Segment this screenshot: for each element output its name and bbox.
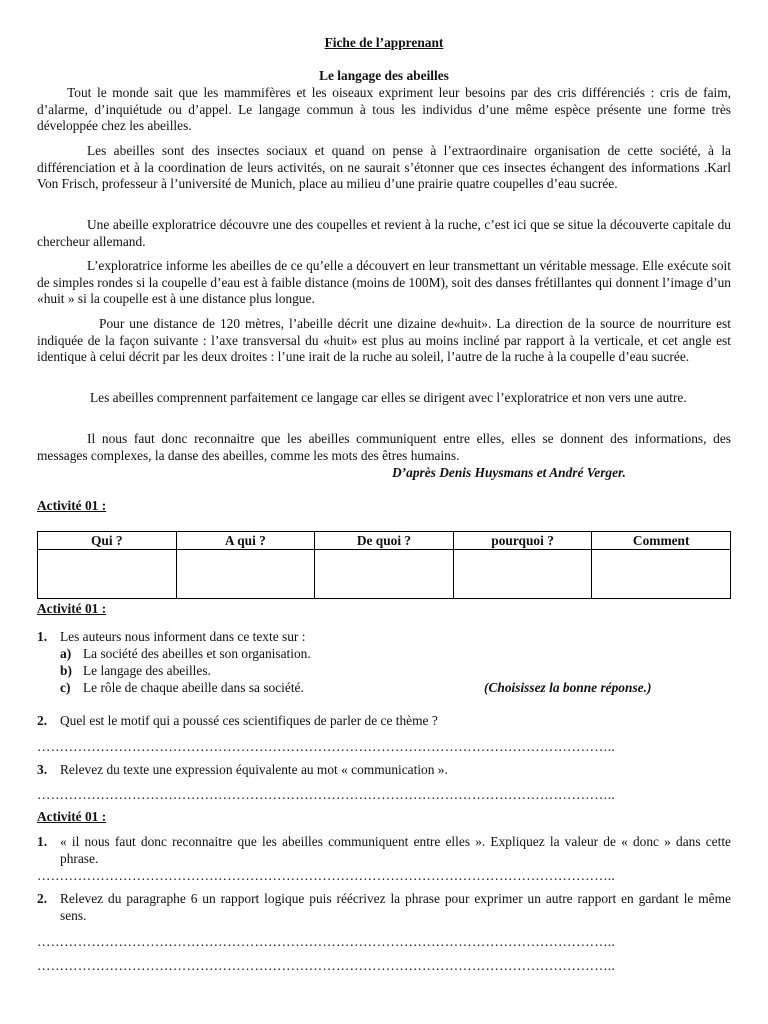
text-title: Le langage des abeilles [319, 68, 449, 83]
answer-line[interactable]: ……………………………………………………………………………………………………………….. [37, 787, 615, 802]
activity-3-heading: Activité 01 : [37, 809, 107, 824]
question-text: Quel est le motif qui a poussé ces scientifiques de parler de ce thème ? [60, 713, 438, 728]
answer-cell-a-qui[interactable] [176, 550, 315, 599]
page-title: Fiche de l’apprenant [324, 35, 444, 50]
question-number: 2. [37, 891, 48, 906]
choice-instruction: (Choisissez la bonne réponse.) [484, 680, 652, 695]
question-3-2 [37, 891, 731, 925]
question-number: 2. [37, 713, 48, 728]
option-c[interactable] [60, 680, 304, 697]
answer-cell-de-quoi[interactable] [315, 550, 454, 599]
question-2-1 [37, 629, 731, 699]
attribution: D’après Denis Huysmans et André Verger. [392, 465, 626, 480]
column-a-qui: A qui ? [176, 532, 315, 550]
question-text: « il nous faut donc reconnaitre que les abeilles communiquent entre elles ». Expliquez la valeur de « donc » dans cette phrase. [60, 834, 731, 866]
column-qui: Qui ? [38, 532, 177, 550]
answer-cell-pourquoi[interactable] [453, 550, 592, 599]
question-2-2 [37, 713, 731, 730]
table-header-row [38, 532, 731, 550]
answer-line[interactable]: ……………………………………………………………………………………………………………….. [37, 958, 615, 973]
answer-line[interactable]: ……………………………………………………………………………………………………………….. [37, 868, 615, 883]
option-b[interactable] [60, 663, 211, 680]
question-2-3 [37, 762, 731, 779]
question-text: Relevez du texte une expression équivalente au mot « communication ». [60, 762, 448, 777]
option-text: La société des abeilles et son organisation. [83, 646, 311, 661]
question-number: 1. [37, 834, 48, 849]
option-letter: c) [60, 680, 71, 695]
paragraph-3: Une abeille exploratrice découvre une des coupelles et revient à la ruche, c’est ici que se situe la découverte capitale du chercheur allemand. [37, 217, 731, 249]
answer-line[interactable]: ……………………………………………………………………………………………………………….. [37, 934, 615, 949]
option-a[interactable] [60, 646, 311, 663]
question-text: Relevez du paragraphe 6 un rapport logique puis réécrivez la phrase pour exprimer un autre rapport en gardant le même sens. [60, 891, 731, 923]
paragraph-2: Les abeilles sont des insectes sociaux et quand on pense à l’extraordinaire organisation de cette société, à la différenciation et à la coordination de leurs activités, on ne saurait s’étonner que ces insectes échangent des informations .Karl Von Frisch, professeur à l’université de Munich, place au milieu d’une prairie quatre coupelles d’eau sucrée. [37, 143, 731, 192]
activity-1-heading: Activité 01 : [37, 498, 107, 513]
question-text: Les auteurs nous informent dans ce texte sur : [60, 629, 306, 644]
option-letter: a) [60, 646, 72, 661]
paragraph-4: L’exploratrice informe les abeilles de ce qu’elle a découvert en leur transmettant un véritable message. Elle exécute soit de simples rondes si la coupelle d’eau est à faible distance (moins de 100M), soit des danses frétillantes qui donnent l’image d’un «huit » si la coupelle est à une distance plus longue. [37, 258, 731, 307]
activity-2-heading: Activité 01 : [37, 601, 107, 616]
answer-cell-comment[interactable] [592, 550, 731, 599]
option-text: Le rôle de chaque abeille dans sa société. [83, 680, 304, 695]
table-row [38, 550, 731, 599]
column-de-quoi: De quoi ? [315, 532, 454, 550]
question-3-1 [37, 834, 731, 868]
paragraph-7: Il nous faut donc reconnaitre que les abeilles communiquent entre elles, elles se donnent des informations, des messages complexes, la danse des abeilles, comme les mots des êtres humains. [37, 431, 731, 463]
paragraph-6: Les abeilles comprennent parfaitement ce langage car elles se dirigent avec l’exploratrice et non vers une autre. [90, 390, 687, 405]
answer-line[interactable]: ……………………………………………………………………………………………………………….. [37, 739, 615, 754]
question-number: 3. [37, 762, 48, 777]
option-text: Le langage des abeilles. [83, 663, 211, 678]
paragraph-1: Tout le monde sait que les mammifères et les oiseaux expriment leur besoins par des cris différenciés : cris de faim, d’alarme, d’inquiétude ou d’appel. Le langage commun à tous les individus d’une même espèce présente une forme très développée chez les abeilles. [37, 85, 731, 134]
column-pourquoi: pourquoi ? [453, 532, 592, 550]
paragraph-5: Pour une distance de 120 mètres, l’abeille décrit une dizaine de«huit». La direction de la source de nourriture est indiquée de la façon suivante : l’axe transversal du «huit» est plus au moins incliné par rapport à la verticale, et cet angle est identique à celui décrit par les deux droites : l’une irait de la ruche au soleil, l’autre de la ruche à la coupelle d’eau sucrée. [37, 316, 731, 365]
column-comment: Comment [592, 532, 731, 550]
answer-cell-qui[interactable] [38, 550, 177, 599]
analysis-table [37, 531, 731, 599]
question-number: 1. [37, 629, 48, 644]
option-letter: b) [60, 663, 72, 678]
